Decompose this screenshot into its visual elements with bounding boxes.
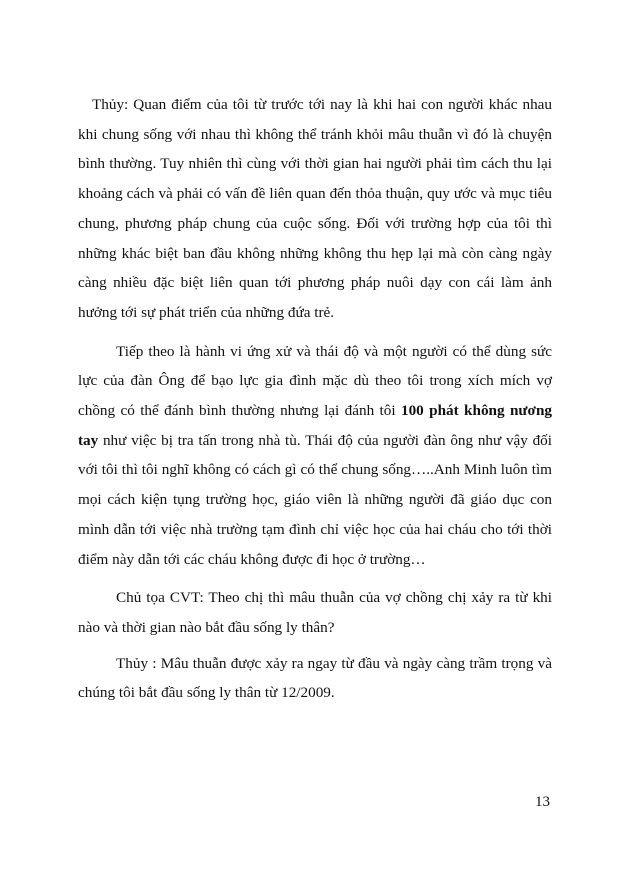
page-number: 13	[535, 794, 550, 810]
bold-phrase: 100 phát không nương tay	[78, 402, 552, 449]
paragraph-text-after-bold: như việc bị tra tấn trong nhà tù. Thái độ của người đàn ông như vậy đối với tôi thì tôi nghĩ không có cách gì có thể chung sống…..Anh Minh luôn tìm mọi cách kiện tụng trường học, giáo viên là những người đã giáo dục con mình dẫn tới việc nhà trường tạm đình chỉ việc học của hai cháu cho tới thời điểm này dẫn tới các cháu không được đi học ở trường…	[78, 431, 552, 568]
paragraph-chair-question: Chủ tọa CVT: Theo chị thì mâu thuẫn của vợ chồng chị xảy ra từ khi nào và thời gian nào bắt đầu sống ly thân?	[78, 589, 552, 636]
paragraph-thuy-answer: Thủy : Mâu thuẫn được xảy ra ngay từ đầu và ngày càng trầm trọng và chúng tôi bắt đầu sống ly thân từ 12/2009.	[78, 654, 552, 702]
document-page	[78, 90, 552, 708]
paragraph-violence-account	[78, 337, 552, 575]
paragraph-thuy-viewpoint: Thủy: Quan điểm của tôi từ trước tới nay là khi hai con người khác nhau khi chung sống với nhau thì không thể tránh khỏi mâu thuẫn vì đó là chuyện bình thường. Tuy nhiên thì cùng với thời gian hai người phải tìm cách thu lại khoảng cách và phải có vấn đề liên quan đến thỏa thuận, quy ước và mục tiêu chung, phương pháp chung của cuộc sống. Đối với trường hợp của tôi thì những khác biệt ban đầu không những không thu hẹp lại mà còn càng ngày càng nhiều đặc biệt liên quan tới phương pháp nuôi dạy con cái làm ảnh hưởng tới sự phát triển của những đứa trẻ.	[78, 96, 552, 321]
paragraph-text-before-bold: Tiếp theo là hành vi ứng xử và thái độ và một người có thể dùng sức lực của đàn Ông để bạo lực gia đình mặc dù theo tôi trong xích mích vợ chồng có thể đánh bình thường nhưng lại đánh tôi	[78, 342, 552, 420]
